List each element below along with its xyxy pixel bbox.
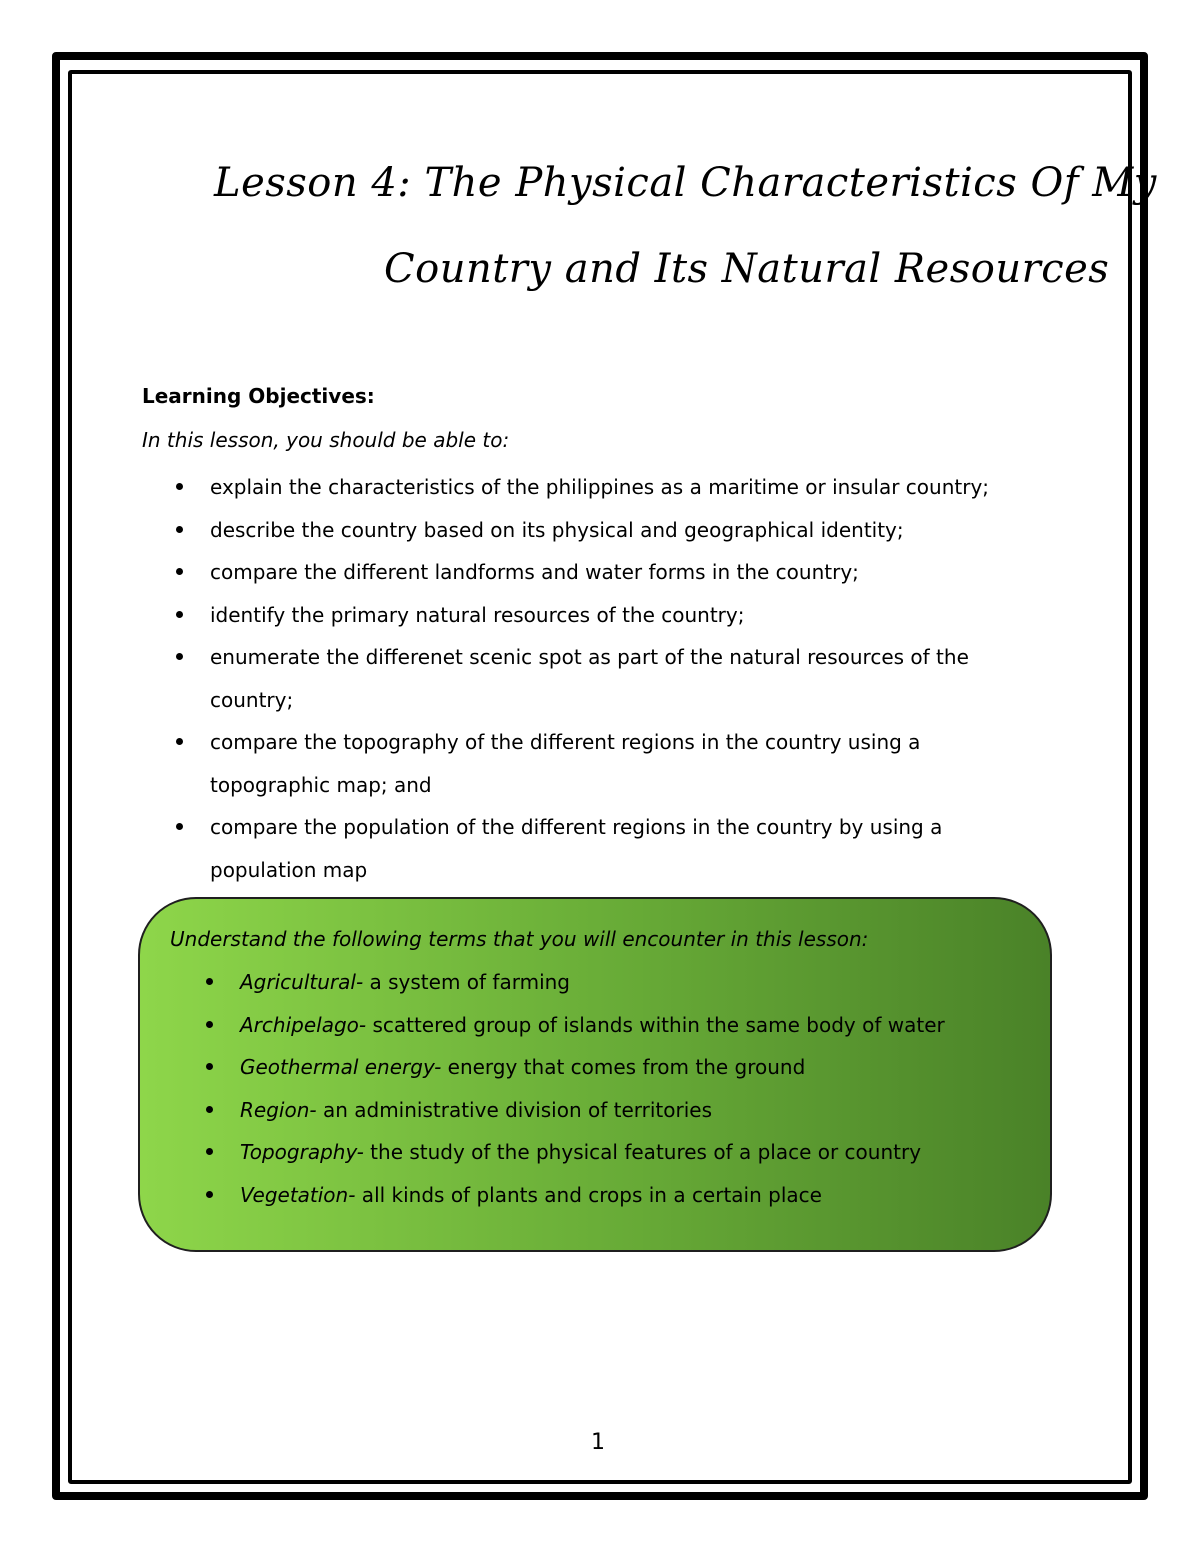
- term-word: Geothermal energy-: [240, 1055, 442, 1079]
- page-number: 1: [591, 1430, 605, 1455]
- objective-item: compare the different landforms and water forms in the country;: [170, 551, 1020, 594]
- term-item: [200, 1174, 1030, 1217]
- term-item: [200, 1089, 1030, 1132]
- objectives-heading: Learning Objectives:: [142, 384, 375, 408]
- terms-intro: Understand the following terms that you will encounter in this lesson:: [170, 927, 869, 951]
- term-word: Archipelago-: [240, 1012, 367, 1037]
- term-definition: scattered group of islands within the same body of water: [366, 1012, 945, 1037]
- objective-item: enumerate the differenet scenic spot as part of the natural resources of the country;: [170, 636, 1020, 721]
- term-word: Topography-: [240, 1140, 364, 1164]
- term-definition: a system of farming: [363, 970, 571, 994]
- term-definition: all kinds of plants and crops in a certain place: [355, 1182, 822, 1207]
- term-item: [200, 1046, 1030, 1089]
- objective-item: describe the country based on its physical and geographical identity;: [170, 509, 1020, 552]
- terms-list: [200, 961, 1030, 1216]
- objectives-intro: In this lesson, you should be able to:: [142, 428, 510, 452]
- objective-item: compare the topography of the different regions in the country using a topographic map; and: [170, 721, 1020, 806]
- term-word: Vegetation-: [240, 1182, 356, 1207]
- objectives-list: [170, 466, 1020, 891]
- terms-box: [138, 897, 1052, 1252]
- objective-item: identify the primary natural resources of the country;: [170, 594, 1020, 637]
- term-definition: the study of the physical features of a place or country: [363, 1140, 922, 1164]
- term-definition: an administrative division of territories: [316, 1097, 713, 1122]
- term-word: Agricultural-: [240, 970, 364, 994]
- term-item: [200, 961, 1030, 1004]
- lesson-title-line-2: Country and Its Natural Resources: [384, 246, 1110, 292]
- term-definition: energy that comes from the ground: [441, 1055, 806, 1079]
- term-item: [200, 1131, 1030, 1174]
- objective-item: explain the characteristics of the philippines as a maritime or insular country;: [170, 466, 1020, 509]
- lesson-title-line-1: Lesson 4: The Physical Characteristics Of My: [214, 160, 1157, 206]
- objective-item: compare the population of the different regions in the country by using a population map: [170, 806, 1020, 891]
- term-item: [200, 1004, 1030, 1047]
- term-word: Region-: [240, 1097, 317, 1122]
